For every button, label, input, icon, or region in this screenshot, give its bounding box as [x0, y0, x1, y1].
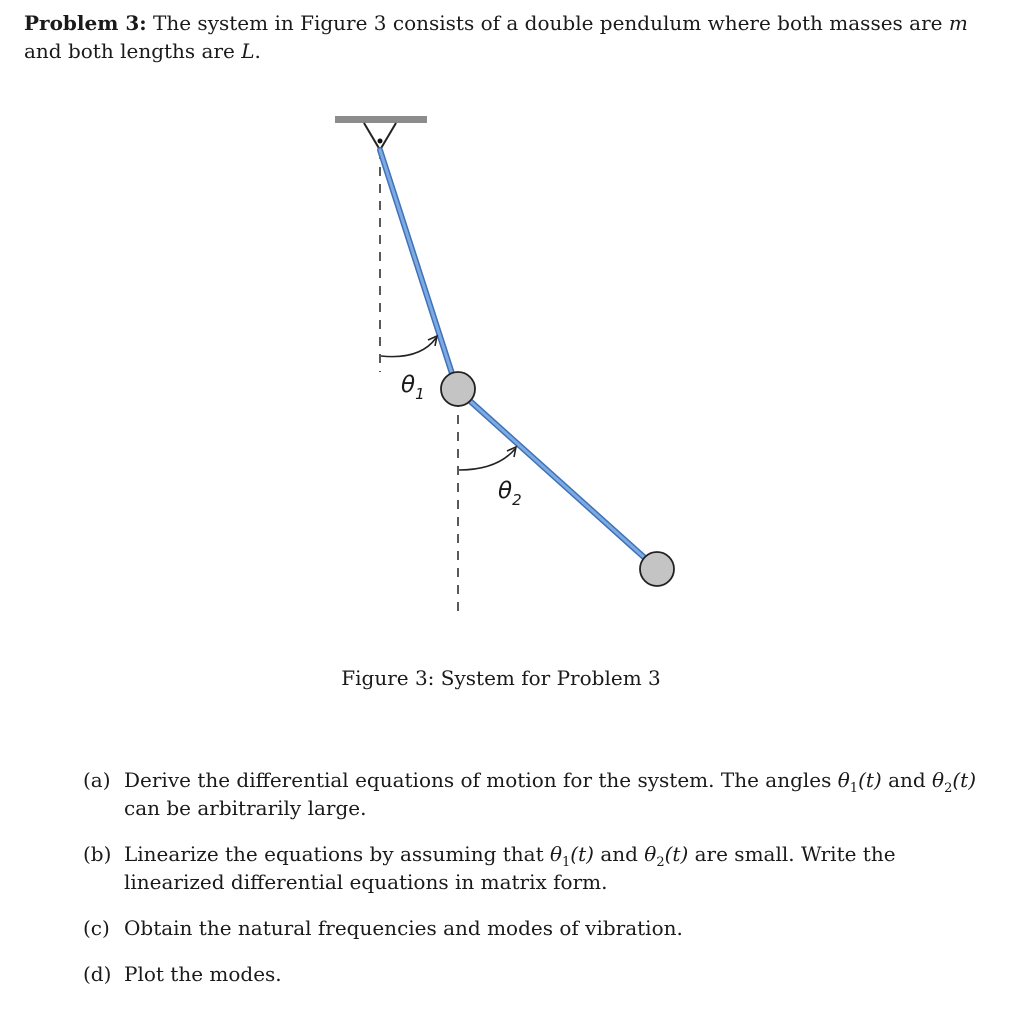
double-pendulum-figure — [330, 110, 690, 630]
part-label: (c) — [83, 916, 110, 940]
ceiling-bar — [335, 116, 427, 123]
part-b — [83, 840, 983, 896]
problem-text-3: . — [254, 39, 261, 63]
pivot-support — [364, 123, 396, 150]
length-symbol: L — [241, 39, 255, 63]
problem-text-2: and both lengths are — [24, 39, 235, 63]
mass-1 — [441, 372, 475, 406]
part-label: (d) — [83, 962, 112, 986]
rod-2-highlight — [460, 392, 656, 568]
mass-2 — [640, 552, 674, 586]
part-label: (a) — [83, 768, 111, 792]
part-a-text: Derive the differential equations of motion for the system. The angles $\theta_1(t)$ and $\theta_2(t)$ can be arbitrarily large. — [124, 768, 977, 820]
problem-label: Problem 3: — [24, 11, 147, 35]
rod-1-highlight — [380, 150, 456, 386]
problem-text-1: The system in Figure 3 consists of a double pendulum where both masses are — [153, 11, 943, 35]
part-c-text: Obtain the natural frequencies and modes of vibration. — [124, 916, 683, 940]
figure-caption: Figure 3: System for Problem 3 — [341, 666, 661, 690]
part-b-text: Linearize the equations by assuming that $\theta_1(t)$ and $\theta_2(t)$ are small. Write the linearized differential equations in matrix form. — [124, 842, 896, 894]
problem-statement — [24, 9, 992, 65]
pivot-point — [378, 139, 383, 144]
angle-1-label: $\theta_1$ — [401, 372, 425, 403]
problem-parts-list — [83, 766, 983, 1006]
angle-2-label: $\theta_2$ — [498, 478, 522, 509]
part-d — [83, 960, 983, 988]
angle-2-arc — [459, 449, 515, 470]
part-label: (b) — [83, 842, 112, 866]
part-a — [83, 766, 983, 822]
part-c — [83, 914, 983, 942]
angle-1-arc — [381, 338, 436, 357]
mass-symbol: m — [948, 11, 968, 35]
part-d-text: Plot the modes. — [124, 962, 282, 986]
